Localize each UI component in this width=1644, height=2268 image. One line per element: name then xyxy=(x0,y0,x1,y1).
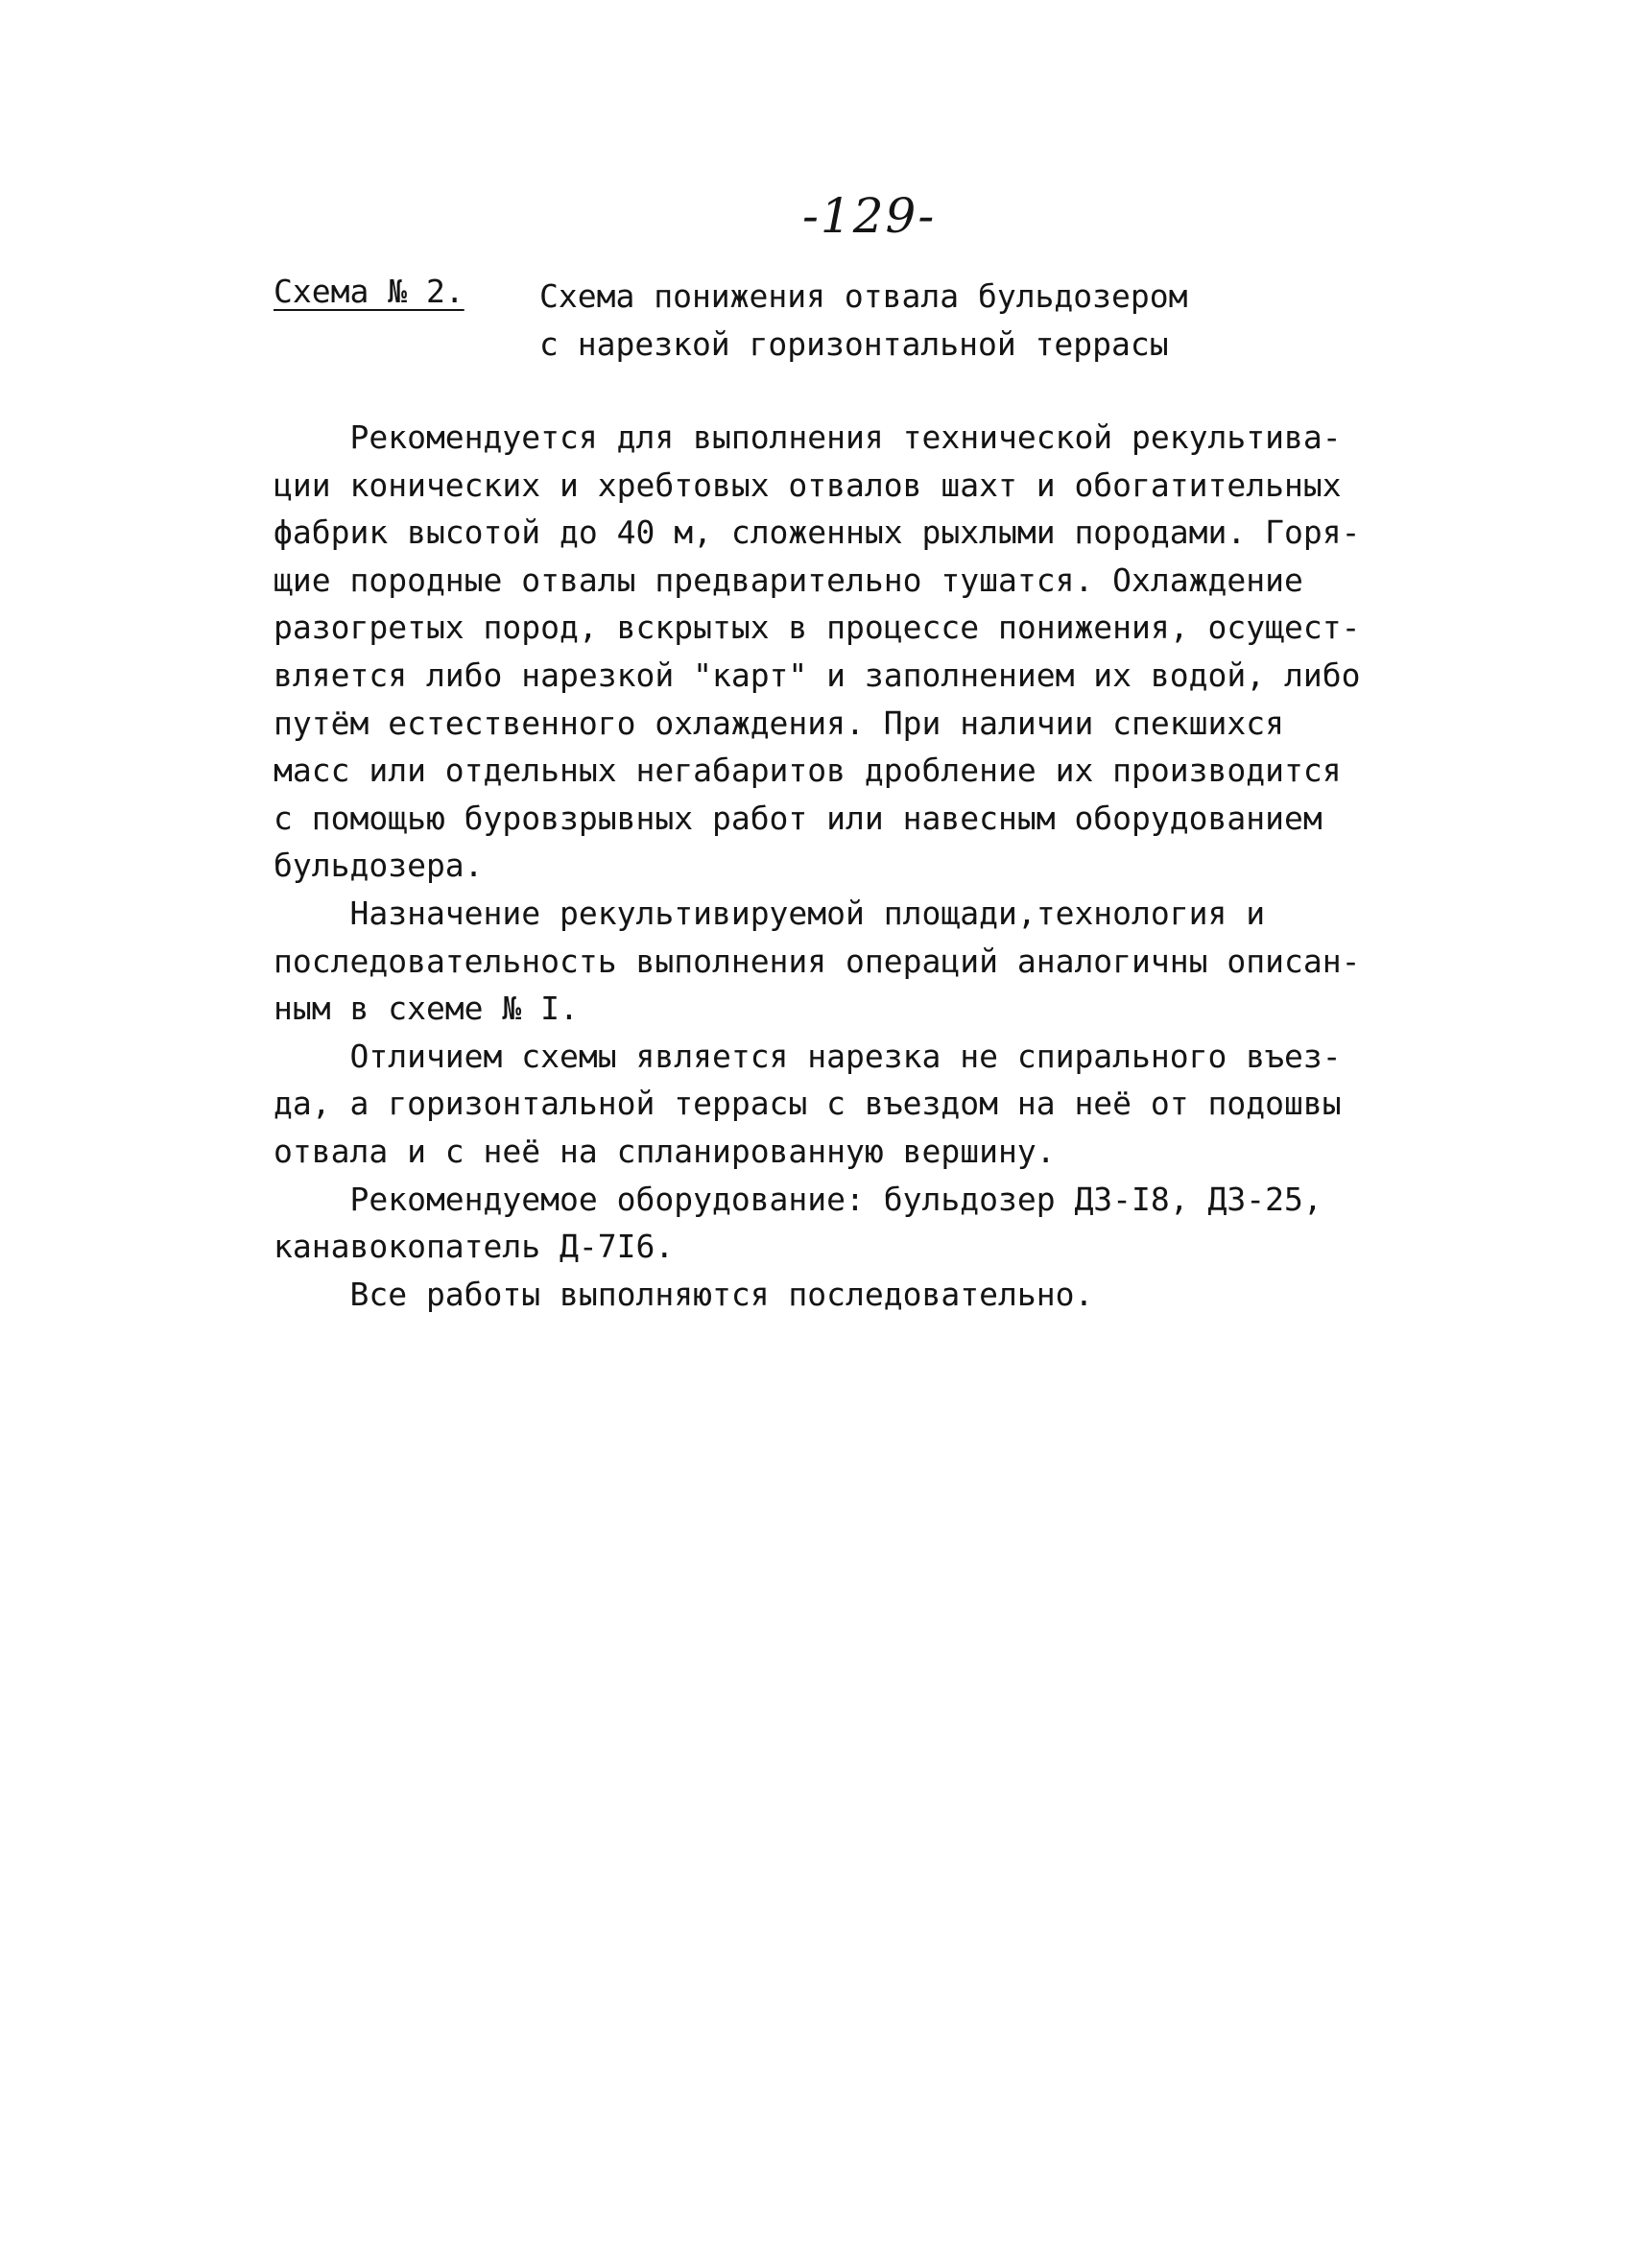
text-line: бульдозера. xyxy=(274,847,484,885)
text-line: фабрик высотой до 40 м, сложенных рыхлыми породами. Горя- xyxy=(274,513,1361,552)
text-line: ции конических и хребтовых отвалов шахт и обогатительных xyxy=(274,466,1342,504)
text-line: путём естественного охлаждения. При наличии спекшихся xyxy=(274,704,1284,742)
text-line: Назначение рекультивируемой площади,технология и xyxy=(274,894,1266,932)
scheme-label: Схема № 2. xyxy=(274,273,465,310)
text-line: канавокопатель Д-7I6. xyxy=(274,1228,675,1266)
scheme-title-line: с нарезкой горизонтальной террасы xyxy=(539,324,1169,363)
page-number: -129- xyxy=(802,188,937,244)
text-line: отвала и с неё на спланированную вершину. xyxy=(274,1132,1056,1170)
text-line: ным в схеме № I. xyxy=(274,990,579,1028)
text-line: с помощью буровзрывных работ или навесным оборудованием xyxy=(274,799,1322,837)
text-line: да, а горизонтальной террасы с въездом на неё от подошвы xyxy=(274,1085,1342,1123)
text-line: Отличием схемы является нарезка не спирального въез- xyxy=(274,1037,1342,1075)
text-line: последовательность выполнения операций аналогичны описан- xyxy=(274,942,1361,980)
text-line: Рекомендуется для выполнения технической рекультива- xyxy=(274,418,1342,456)
text-line: щие породные отвалы предварительно тушатся. Охлаждение xyxy=(274,561,1303,599)
text-line: Все работы выполняются последовательно. xyxy=(274,1275,1094,1313)
body-text xyxy=(274,414,1368,1318)
text-line: разогретых пород, вскрытых в процессе понижения, осущест- xyxy=(274,609,1361,647)
text-line: Рекомендуемое оборудование: бульдозер ДЗ-I8, ДЗ-25, xyxy=(274,1180,1322,1218)
text-line: масс или отдельных негабаритов дробление их производится xyxy=(274,752,1342,790)
text-line: вляется либо нарезкой "карт" и заполнением их водой, либо xyxy=(274,656,1361,694)
scheme-title xyxy=(539,273,1188,368)
scheme-title-line: Схема понижения отвала бульдозером xyxy=(539,277,1188,315)
